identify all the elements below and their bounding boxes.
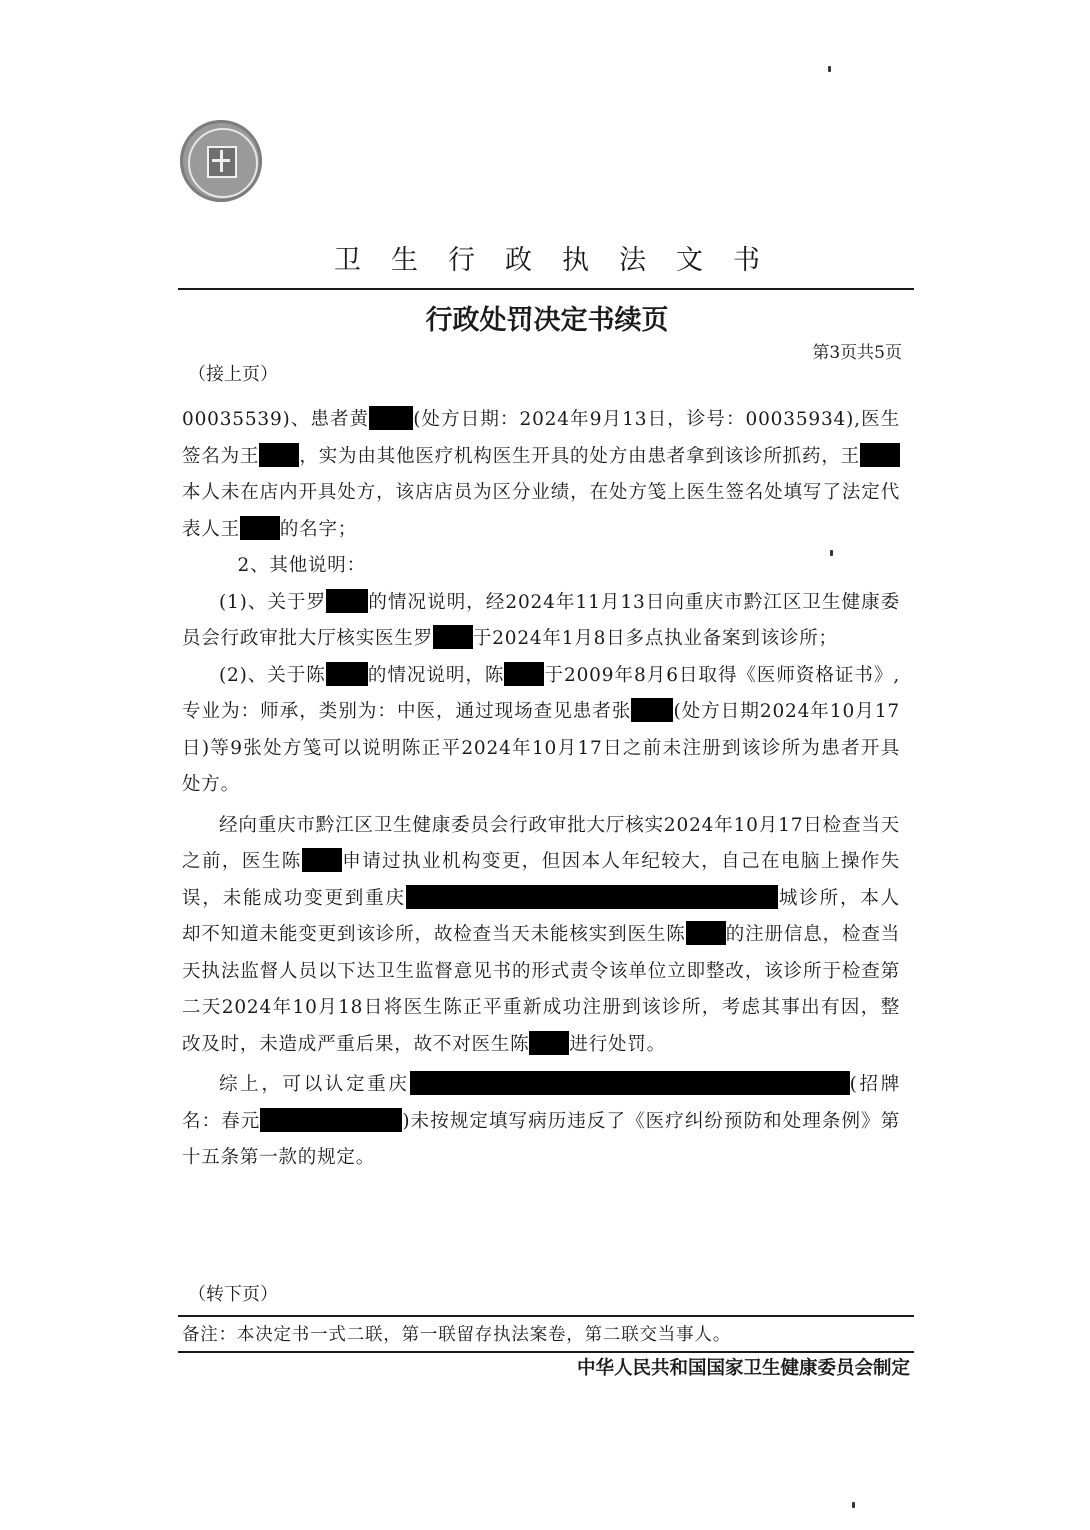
redaction-block (259, 443, 299, 467)
scan-speck (852, 1502, 855, 1508)
paragraph-conclusion: 综上，可以认定重庆 (招牌名：春元 )未按规定填写病历违反了《医疗纠纷预防和处理条例》第十五条第一款的规定。 (182, 1067, 900, 1177)
page-number: 第3页共5页 (812, 343, 902, 363)
paragraph-verification: 经向重庆市黔江区卫生健康委员会行政审批大厅核实2024年10月17日检查当天之前，医生陈 申请过执业机构变更，但因本人年纪较大，自己在电脑上操作失误，未能成功变更到重庆 城诊所，本人却不知道未能变更到该诊所，故检查当天未能核实到医生陈 的注册信息，检查当天执法监督人员以下达卫生监督意见书的形式责令该单位立即整改，该诊所于检查第二天2024年10月18日将医生陈正平重新成功注册到该诊所，考虑其事出有因，整改及时，未造成严重后果，故不对医生陈 进行处罚。 (182, 814, 900, 1055)
document-body (182, 402, 900, 1177)
redaction-block (686, 921, 726, 945)
footer-note: 备注：本决定书一式二联，第一联留存执法案卷，第二联交当事人。 (182, 1325, 731, 1345)
header-divider (178, 288, 914, 290)
official-seal-emblem-icon (180, 120, 262, 202)
redaction-block (406, 885, 778, 909)
header-title: 卫生行政执法文书 (334, 245, 790, 276)
redaction-block (260, 1108, 402, 1132)
redaction-block (302, 848, 342, 872)
continued-from-label: （接上页） (188, 364, 278, 385)
redaction-block (410, 1071, 850, 1095)
scan-speck (828, 66, 831, 72)
redaction-block (631, 698, 673, 722)
redaction-block (433, 625, 473, 649)
seal-core (207, 146, 237, 178)
paragraph-other-notes-heading: 2、其他说明： (237, 555, 366, 576)
paragraph-prescription: 00035539)、患者黄 (处方日期：2024年9月13日，诊号：00035934),医生签名为王 ，实为由其他医疗机构医生开具的处方由患者拿到该诊所抓药，王本人未在店内开具处方，该店店员为区分业绩，在处方笺上医生签名处填写了法定代表人王 的名字； (182, 402, 900, 548)
paragraph-note-1: (1)、关于罗 的情况说明，经2024年11月13日向重庆市黔江区卫生健康委员会行政审批大厅核实医生罗 于2024年1月8日多点执业备案到该诊所； (182, 585, 900, 658)
footer-divider-top (178, 1315, 914, 1317)
redaction-block (369, 406, 413, 430)
continued-to-label: （转下页） (188, 1284, 278, 1305)
redaction-block (326, 662, 368, 686)
redaction-block (240, 516, 280, 540)
issuer-label: 中华人民共和国国家卫生健康委员会制定 (576, 1358, 910, 1379)
redaction-block (504, 662, 544, 686)
document-title: 行政处罚决定书续页 (425, 305, 669, 336)
paragraph-note-2: (2)、关于陈 的情况说明，陈 于2009年8月6日取得《医师资格证书》,专业为：师承，类别为：中医，通过现场查见患者张 (处方日期2024年10月17日)等9张处方笺可以说明陈正平2024年10月17日之前未注册到该诊所为患者开具处方。 (182, 658, 900, 804)
footer-divider-bottom (178, 1351, 914, 1353)
redaction-block (326, 589, 368, 613)
redaction-block (860, 443, 900, 467)
redaction-block (529, 1031, 569, 1055)
